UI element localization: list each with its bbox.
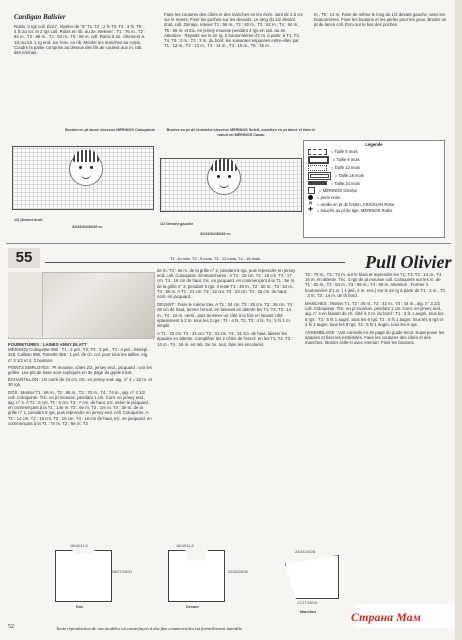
legend-row: = MÉRINOS Génépi xyxy=(308,187,444,194)
manches-schematic xyxy=(285,555,339,599)
left-chart-caption: Brodez en pt lancé cheveux MÉRINOS Coloquinte xyxy=(65,128,155,132)
legend-row: = Taille 12 mois xyxy=(308,165,444,171)
pull-title: Pull Olivier xyxy=(365,252,452,272)
size-6-symbol xyxy=(308,149,327,155)
legend-row: ✕ = oreille en pt de feston, ASSOUAN Rose xyxy=(308,200,395,207)
col3-text-b: MANCHES : Monter T1, T2 : 40 m., T3 : 42 m., T4 : 44 m., aig. n° 3 1/2 coll. Coloquinte. Tric. en pt mousse, pendant 1 cm. Cont. en jersey end., aig. n° 4 en faisant de ch. côté à 2 m. du bord : T1 : 3 fs 1 augm. tous les 8 rgs : T2 : 5 fs 1 augm. tous les 6 rgs. T3 : 5 fs 1 augm. tous les 6 rgs et 2 fs 1 augm. tous les 8 rgs. T4 : 5 fs 1 augm. tous les 6 rgs. xyxy=(305,301,444,327)
eye-icon xyxy=(90,166,93,169)
right-chart-grid xyxy=(160,158,302,212)
legend-title: Légende xyxy=(365,142,383,147)
cardigan-title: Cardigan Balisier xyxy=(14,13,66,21)
bead-icon xyxy=(308,195,313,200)
col2-text-c: A T1 : 33 cm. T2 : 31 cm. T3 : 31 cm. T4 : 31 cm. de haut, laisser les épaules en attente. Compléter les 2 côtés de l'encol. en les T1, T2, T3 : 14 m., T4 : 16 m. en rab. Se 1e. tout, faire les encolures. xyxy=(157,331,293,347)
legend-row: = Taille 9 mois xyxy=(308,156,444,164)
eye-icon xyxy=(228,175,231,178)
left-child-face xyxy=(69,152,103,186)
size-9-symbol xyxy=(308,156,329,164)
mouth-icon xyxy=(81,174,91,179)
manches-top-dim: 22/24/24/28 xyxy=(295,550,316,554)
instructions-col2 xyxy=(157,268,297,347)
dos-text: DOS : Monter T1 : 66 m., T2 : 68 m., T3 : 70 m., T4 : 74 m., aig. n° 3 1/2 coll. Coloquinte. Tric. en pt mousse, pendant 1 cm. Cont. en jersey end., aig. n° 4. A T1 : 5 cm. T2 : 6 cm. T3 : 7 cm. de haut, tric. selon le jacquard, en commençant à la T1 : 14e m. T2 : 6e m. T3 : 1re m. T4 : 3e m. de la grille n° 1, pendant 8 rgs, puis reprendre en jersey end. coll. Coloquinte. A T1 : 14 cm. T2 : 15 cm. T3 : 16 cm. T4 : 16 cm de haut, tric. en jacquard, en commençant à la T1 : 7e m. T2 : 6e m. T3 xyxy=(8,389,152,426)
points-text: POINTS EMPLOYÉS : Pt mousse, côtes 2/2, jersey end., jacquard : voir les grilles. Les pts de base sont expliqués en 3e page du guide tricot. xyxy=(8,364,153,376)
dos-label: Dos xyxy=(76,605,84,609)
devant-schematic xyxy=(168,550,225,602)
fournitures-text: MÉRINOS Coloquinte 092 : T1 : 2 pel., T2, T3 : 3 pel., T4 : 4 pel., Génépi 226, Callisto 086, Tomette 366 : 1 pel. de ch. col. pour tous les tailles. Aig. n° 3 1/2 et 4, 2 boutons xyxy=(8,347,149,363)
size-24-symbol xyxy=(308,181,327,185)
devant-top-dim: 16/18/11,5 xyxy=(176,544,194,548)
right-chart-caption: Brodez en pt de chaînette cheveux MÉRINOS Soleil, couettes en pt lancé et faire le nœud en MÉRINOS Cacao xyxy=(166,128,316,137)
mouth-stitch-icon: ✚ xyxy=(308,207,314,213)
swatch-photo xyxy=(8,272,43,337)
title-rule xyxy=(45,262,345,263)
col3-text-a: T2 : 70 m., T3 : 72 m. sur le biais et reprendre les T1, T2, T3 : 14 m., T4 : 16 m. en attente. Tric. 4 rgs de pt mousse coll. Coloquinte sur les m. de T1 : 62 m., T2 : 64 m., T3 : 66 m., T4 : 68 m. Attention : Former 1 boutonnière d'1 m. ( 1 jeté, 2 m. ens.) sur le 2e rg à partir de T1 : 2 m., T2 : 3 m. T3 : 14 m. de th bord. xyxy=(305,272,445,298)
left-chart-sizes: 32/33/34/36/39 m. xyxy=(72,225,103,229)
hair-icon xyxy=(211,159,237,171)
legend-row: = perle noire xyxy=(308,195,444,201)
manches-side-dim: 17/17/18/19 xyxy=(297,601,318,605)
mouth-icon xyxy=(219,183,229,188)
copyright-footer: Toute reproduction de nos modèles ou contrefaçon à des fins commerciales est formellement interdite. xyxy=(56,626,244,631)
ear-stitch-icon: ✕ xyxy=(308,200,314,207)
size-12-symbol xyxy=(308,165,327,171)
eye-icon xyxy=(79,166,82,169)
col2-text-b: DEVANT : Faire le même trav. A T1 : 24 cm. T2 : 25 cm. T3 : 26 cm. T4 : 28 cm de haut, fermer l'encol. en laissant en attente les T1, T2, T3 : 14 m., T4 : 16 m. centr., puis terminer un côté à la fois en faisant côté épaulement à 2 m. tous les 2 rgs : T1 : 4 fs, T2, T3 : 4 fs, T4 : 5 fs 1 m. simple. xyxy=(157,302,295,329)
dos-side-dim: 26/27/28/31 xyxy=(112,570,133,574)
cardigan-text-col1: Rubis, 2 rgs coll. Écru", répéter de "a" T1, T2 : 2 fs T3, T4 : 3 fs. T5 : 4 fs au tot. et 2 rgs coll. Rubis en rib. au 2e. Relever : T1 : 76 m., T2 : 84 m., T3 : 88 m., T4 : 92 m., T5 : 96 m. coll. Rubis à 2e. côtement a. 1/1 au tot. 1 rg end. sur l'env. en rib. Monter les manches au corps. Coudre la partie comprise au dessus des fils de couleur aux m. rab. des emman. xyxy=(14,24,146,56)
right-chart-sizes: 32/33/34/36/39 m. xyxy=(200,232,231,236)
echantillon-text: ÉCHANTILLON : Un carré de 10 cm. tric. en jersey end. aig. n° 4 = 22 m. et 30 rgs. xyxy=(8,377,152,388)
pull-sizes: T1 : 6 mois, T2 : 9 mois, T3 : 12 mois, T4 : 18 mois xyxy=(170,256,261,261)
instructions-col1 xyxy=(8,342,153,426)
legend-box xyxy=(303,140,445,238)
eye-icon xyxy=(217,175,220,178)
devant-side-dim: 22/28/28/30 xyxy=(228,570,249,574)
cardigan-text-col3: m., T5 : 14 m. Faire de même le long du 1/2 devant gauche, sans les boutonnières. Fixer les boutons et les perles pour les yeux. Broder un pt de lancé coll. Écru sur le bas des poches. xyxy=(314,12,447,28)
page-edge xyxy=(455,0,462,640)
right-child-face xyxy=(207,161,241,195)
left-chart-label: 1/2 Devant droit xyxy=(14,218,43,222)
right-chart-label: 1/2 Devant gauche xyxy=(160,222,194,226)
legend-row: = Taille 18 mois xyxy=(308,172,444,180)
page-number: 52 xyxy=(8,624,14,630)
devant-label: Devant xyxy=(186,605,199,609)
manches-label: Manches xyxy=(300,610,317,614)
size-18-symbol xyxy=(308,172,331,180)
cardigan-text-col2: Faire les coutures des côtés et des manches en les éven. sant de 2,5 cm sur le revers. Fixer les poches sur les devants. Le long du 1/2 devant droit, coll. Génépi, relever T1 : 58 m., T2 : 60 m., T3 : 62 m., T4 : 64 m., T5 : 66 m. et tric. en jersey mousse pendant 4 rgs en rab. au 4e. Attention : Répartir sur le 2e rg. 5 boutonnières d'1 m. à partir, à T1, T3, T4, T5 : 2 m., T2 : 3 m. du bord. les suivantes espacées entre-elles par T1 : 12 m., T2 : 13 m., T3 : 14 m., T4 : 15 m., T5 : 15 m. xyxy=(164,12,304,49)
watermark-text: Страна Мам xyxy=(351,610,421,624)
fournitures-title: FOURNITURES : LAINES ANNY BLATT xyxy=(8,342,87,347)
pattern-number: 55 xyxy=(8,248,40,268)
instructions-col3 xyxy=(305,272,445,346)
genepi-square-icon xyxy=(308,187,315,194)
section-divider xyxy=(6,243,451,244)
assemblage-text: ASSEMBLAGE : Voir conseils en 2e page du guide tricot. Superposer les épaules et fixer les extrémités. Faire les coutures des côtés et des manches. Monter celle-ci avec emman. Fixer les boutons. xyxy=(305,330,445,346)
dos-schematic xyxy=(55,550,112,602)
legend-row: ✚ = bouche au pt de tige, MÉRINOS Rubis xyxy=(308,207,393,213)
col2-text-a: 5e m. T4 : 3e m. de la grille n° 2, pendant 8 rgs, puis reprendre en jersey end. coll. Coloquinte. Emmanchures : A T1 : 15 cm. T2 : 16 cm. T3 : 17 cm. T4 : 18 cm de haut, tric. en jacquard, en commençant à la T1 : 5e m. de la grille n° 3, pendant 8 rgs. Il reste T1 : 48 m., T2 : 50 m., T3 : 52 m., T4 : 56 m. A T1 : 21 cm. T2 : 22 cm. T3 : 23 cm. T4 : 25 cm. de haut, cont. en jacquard. xyxy=(157,268,296,300)
legend-row: = Taille 24 mois xyxy=(308,181,444,187)
left-chart-grid xyxy=(12,146,154,210)
hair-icon xyxy=(73,150,99,162)
legend-row: = Taille 6 mois xyxy=(308,149,444,155)
dos-top-dim: 16/18/11,5 xyxy=(70,544,88,548)
